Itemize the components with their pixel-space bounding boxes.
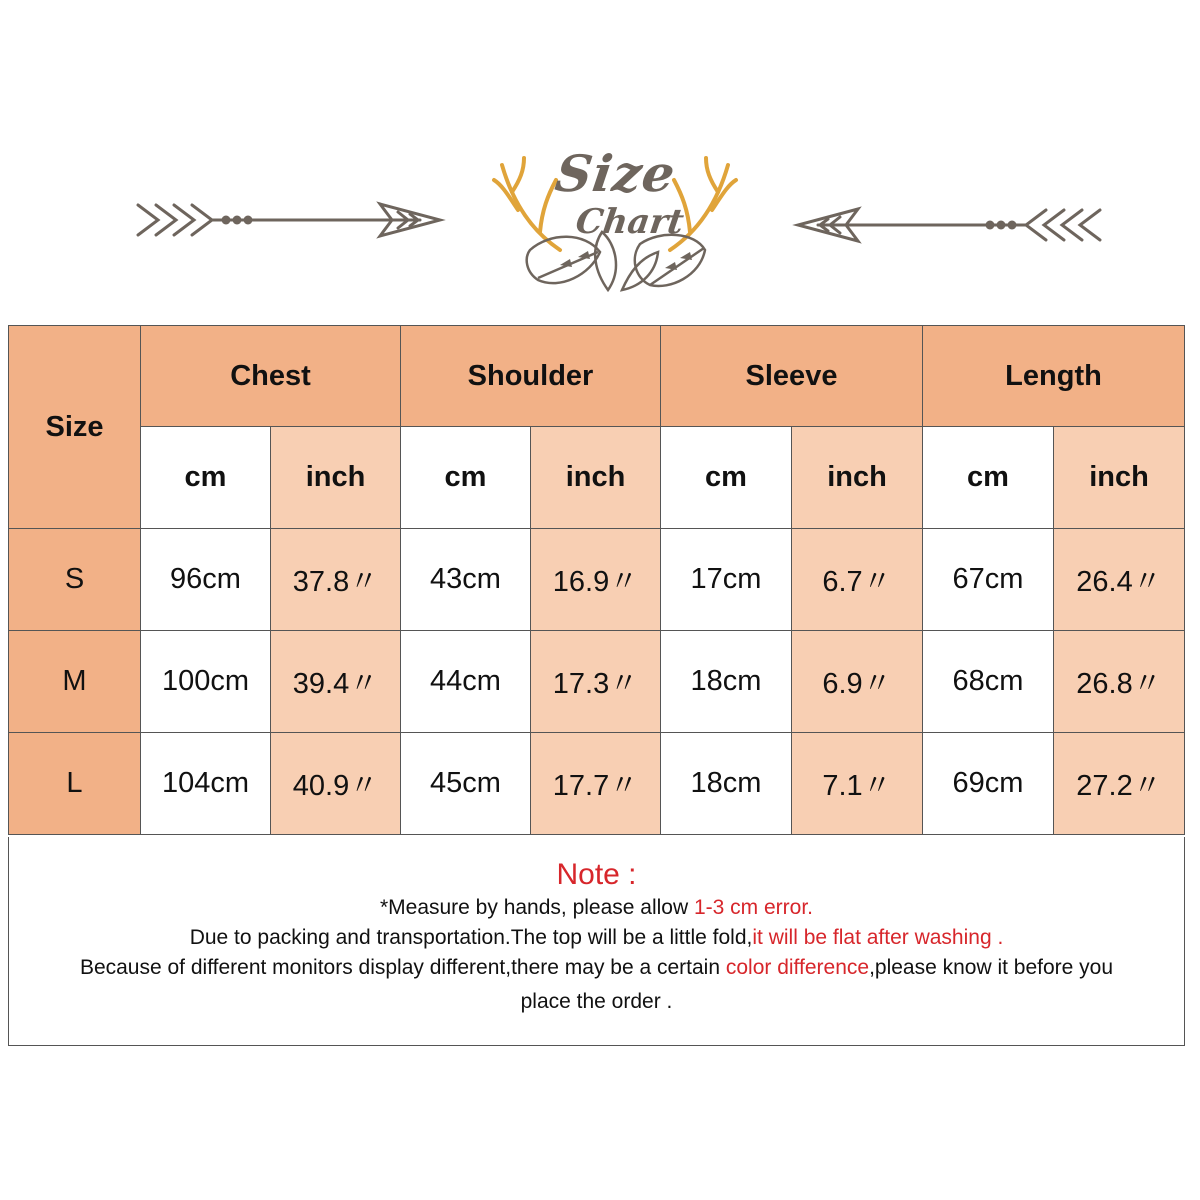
table-cell: 68cm [923,631,1054,733]
unit-header: inch [531,427,661,529]
size-chart-header [0,140,1200,310]
group-header-row [9,326,1185,427]
table-cell: 37.8〃 [271,529,401,631]
note-highlight: 1-3 cm error. [693,896,814,919]
unit-header: cm [661,427,792,529]
note-text: Due to packing and transportation.The top will be a little fold, [189,926,753,949]
table-row [9,733,1185,835]
length-header: Length [923,326,1185,427]
unit-header: cm [923,427,1054,529]
row-size-label: S [9,529,141,631]
right-arrow-icon [788,195,1108,255]
note-title: Note : [556,858,637,891]
sleeve-header: Sleeve [661,326,923,427]
note-text: Because of different monitors display different,there may be a certain [79,956,726,979]
note-line-3 [9,953,1184,983]
size-column-header: Size [9,326,141,529]
unit-header-row [9,427,1185,529]
table-cell: 96cm [141,529,271,631]
logo-word-size: Size [551,144,680,203]
table-cell: 39.4〃 [271,631,401,733]
row-size-label: M [9,631,141,733]
table-cell: 17.7〃 [531,733,661,835]
size-chart-table [8,325,1185,835]
note-box [8,837,1185,1046]
table-cell: 26.4〃 [1054,529,1185,631]
note-line-2 [9,923,1184,953]
table-cell: 43cm [401,529,531,631]
table-cell: 6.9〃 [792,631,923,733]
note-line-1 [9,893,1184,923]
note-highlight: it will be flat after washing . [752,926,1004,949]
chest-header: Chest [141,326,401,427]
size-chart-logo [490,140,740,300]
unit-header: inch [792,427,923,529]
left-arrow-icon [130,190,450,250]
table-cell: 27.2〃 [1054,733,1185,835]
unit-header: cm [141,427,271,529]
logo-word-chart: Chart [573,202,687,242]
table-cell: 17.3〃 [531,631,661,733]
table-cell: 7.1〃 [792,733,923,835]
table-cell: 40.9〃 [271,733,401,835]
table-cell: 16.9〃 [531,529,661,631]
table-cell: 6.7〃 [792,529,923,631]
note-line-4: place the order . [520,990,673,1013]
table-cell: 100cm [141,631,271,733]
table-cell: 45cm [401,733,531,835]
unit-header: inch [1054,427,1185,529]
table-cell: 67cm [923,529,1054,631]
note-text: ,please know it before you [869,956,1114,979]
table-cell: 69cm [923,733,1054,835]
table-cell: 18cm [661,631,792,733]
table-row [9,529,1185,631]
table-cell: 26.8〃 [1054,631,1185,733]
unit-header: inch [271,427,401,529]
row-size-label: L [9,733,141,835]
table-row [9,631,1185,733]
table-cell: 44cm [401,631,531,733]
unit-header: cm [401,427,531,529]
shoulder-header: Shoulder [401,326,661,427]
table-cell: 104cm [141,733,271,835]
note-text: *Measure by hands, please allow [379,896,694,919]
note-highlight: color difference [725,956,870,979]
table-cell: 18cm [661,733,792,835]
table-cell: 17cm [661,529,792,631]
